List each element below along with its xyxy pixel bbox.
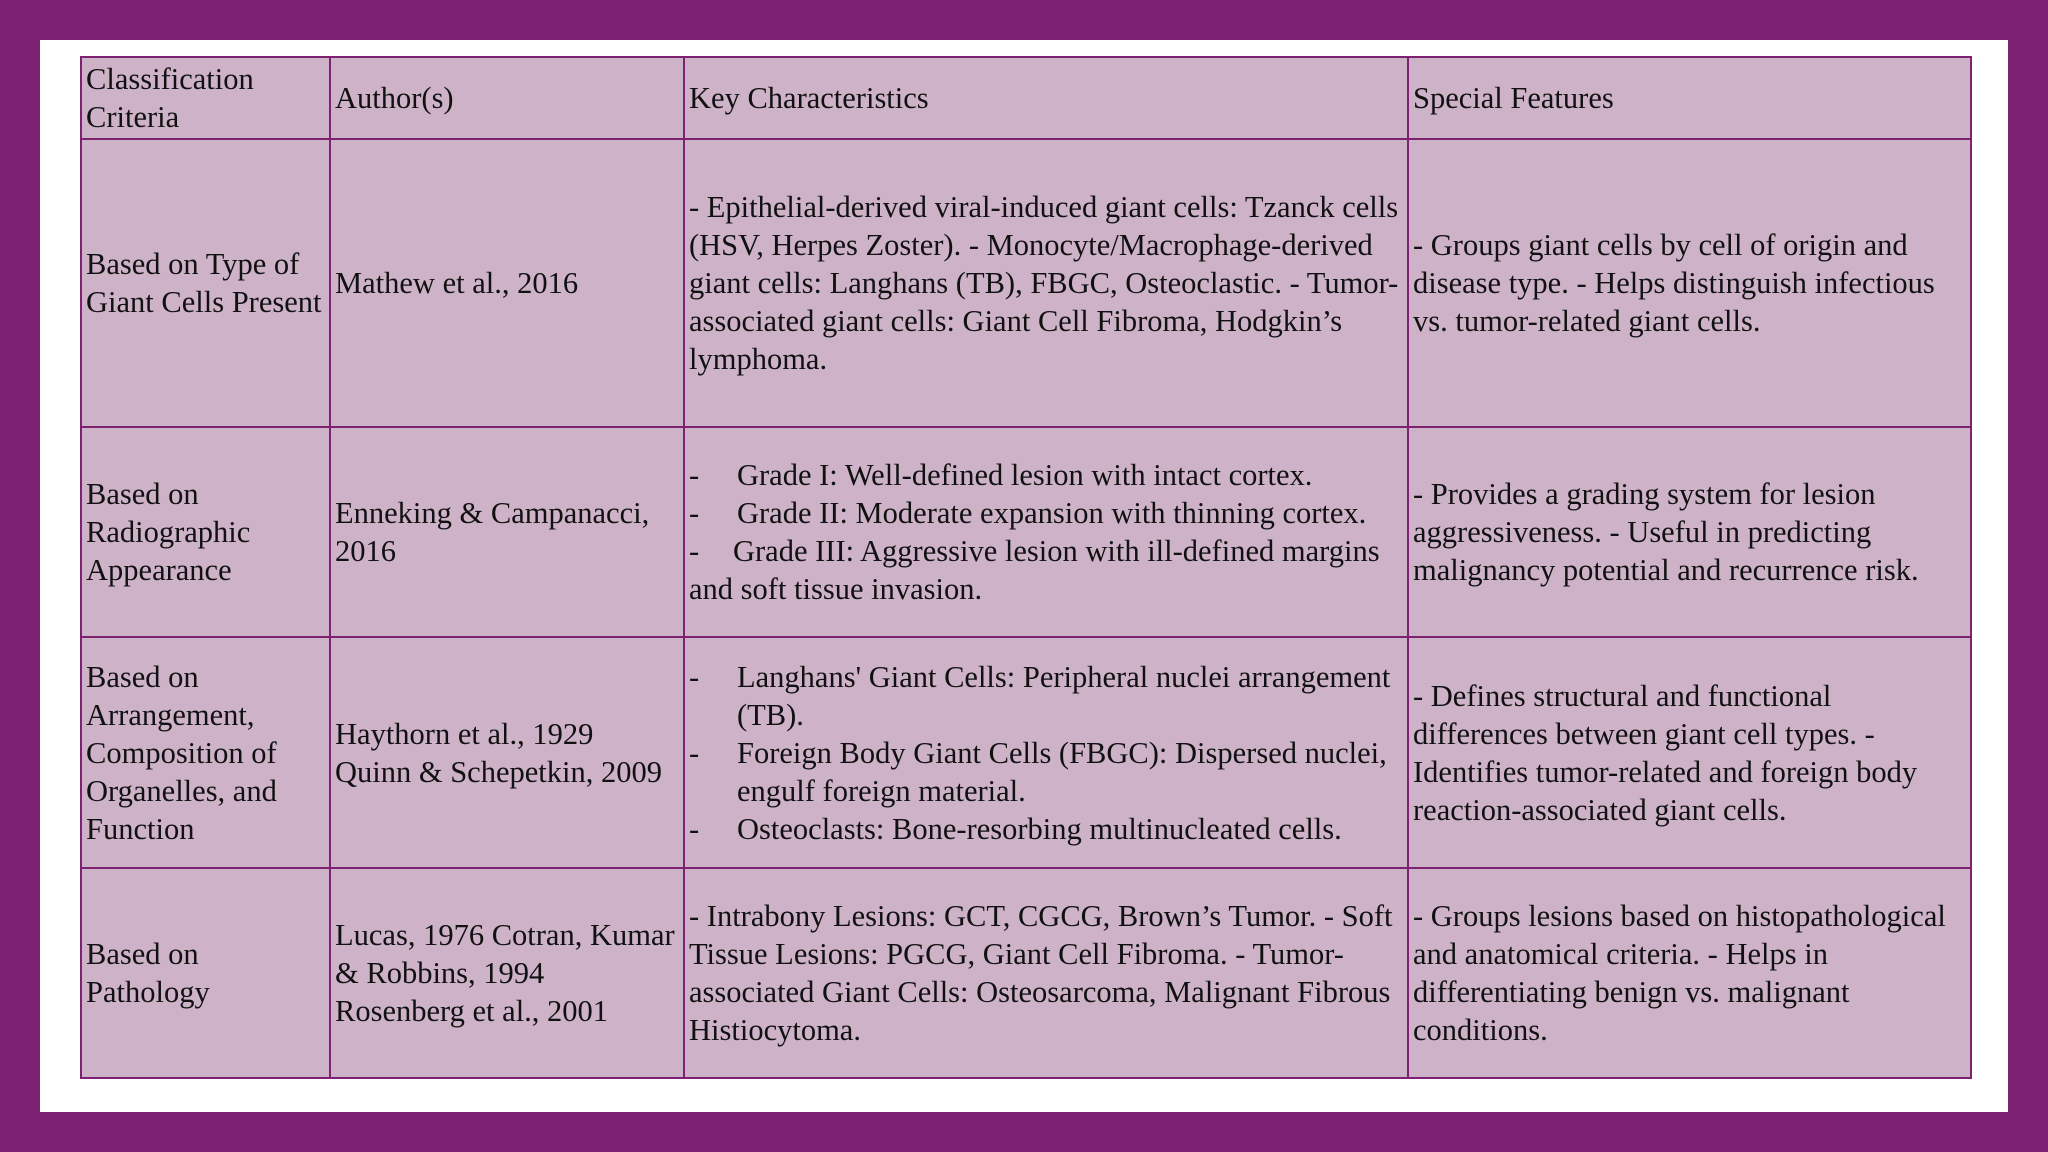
bullet-text: Grade II: Moderate expansion with thinning cortex. (737, 496, 1367, 530)
author-entry: Quinn & Schepetkin, 2009 (335, 754, 662, 789)
dash-bullet: - (689, 534, 700, 568)
criteria-cell: Based on Radiographic Appearance (81, 427, 330, 637)
bullet-item (689, 658, 1403, 734)
key-characteristics-cell (684, 427, 1408, 637)
special-features-cell: - Groups giant cells by cell of origin and disease type. - Helps distinguish infectious vs. tumor-related giant cells. (1408, 139, 1971, 427)
table-row (81, 868, 1971, 1078)
header-special-features: Special Features (1408, 57, 1971, 139)
table-row (81, 427, 1971, 637)
bullet-text: Foreign Body Giant Cells (FBGC): Dispersed nuclei, engulf foreign material. (737, 735, 1387, 808)
key-characteristics-cell: - Intrabony Lesions: GCT, CGCG, Brown’s Tumor. - Soft Tissue Lesions: PGCG, Giant Cell Fibroma. - Tumor-associated Giant Cells: Osteosarcoma, Malignant Fibrous Histiocytoma. (684, 868, 1408, 1078)
special-features-cell: - Defines structural and functional differences between giant cell types. - Identifies tumor-related and foreign body reaction-associated giant cells. (1408, 637, 1971, 868)
authors-cell: Lucas, 1976 Cotran, Kumar & Robbins, 1994 Rosenberg et al., 2001 (330, 868, 684, 1078)
bullet-item (689, 810, 1403, 848)
bullet-item-wrapped (689, 532, 1403, 608)
dash-bullet: - (689, 659, 700, 694)
bullet-text: Langhans' Giant Cells: Peripheral nuclei arrangement (TB). (737, 659, 1391, 732)
dash-bullet: - (689, 458, 700, 492)
criteria-cell: Based on Pathology (81, 868, 330, 1078)
dash-bullet: - (689, 496, 700, 530)
author-entry: Haythorn et al., 1929 (335, 716, 594, 751)
dash-bullet: - (689, 735, 700, 770)
table-row (81, 637, 1971, 868)
special-features-cell: - Groups lesions based on histopathological and anatomical criteria. - Helps in differentiating benign vs. malignant conditions. (1408, 868, 1971, 1078)
bullet-item (689, 734, 1403, 810)
header-key-characteristics: Key Characteristics (684, 57, 1408, 139)
authors-cell (330, 637, 684, 868)
key-characteristics-cell (684, 637, 1408, 868)
dash-bullet: - (689, 811, 700, 846)
table-row (81, 139, 1971, 427)
header-authors: Author(s) (330, 57, 684, 139)
bullet-item (689, 456, 1403, 494)
bullet-item (689, 494, 1403, 532)
criteria-cell: Based on Arrangement, Composition of Organelles, and Function (81, 637, 330, 868)
bullet-text: Osteoclasts: Bone-resorbing multinucleated cells. (737, 811, 1342, 846)
key-characteristics-cell: - Epithelial-derived viral-induced giant cells: Tzanck cells (HSV, Herpes Zoster). - Monocyte/Macrophage-derived giant cells: Langhans (TB), FBGC, Osteoclastic. - Tumor-associated giant cells: Giant Cell Fibroma, Hodgkin’s lymphoma. (684, 139, 1408, 427)
criteria-cell: Based on Type of Giant Cells Present (81, 139, 330, 427)
bullet-text: Grade I: Well-defined lesion with intact cortex. (737, 458, 1313, 492)
table-header-row (81, 57, 1971, 139)
authors-cell: Enneking & Campanacci, 2016 (330, 427, 684, 637)
slide-frame (40, 40, 2008, 1112)
header-classification-criteria: Classification Criteria (81, 57, 330, 139)
authors-cell: Mathew et al., 2016 (330, 139, 684, 427)
classification-table (80, 56, 1972, 1079)
bullet-text: Grade III: Aggressive lesion with ill-defined margins and soft tissue invasion. (689, 534, 1380, 606)
special-features-cell: - Provides a grading system for lesion aggressiveness. - Useful in predicting malignancy potential and recurrence risk. (1408, 427, 1971, 637)
